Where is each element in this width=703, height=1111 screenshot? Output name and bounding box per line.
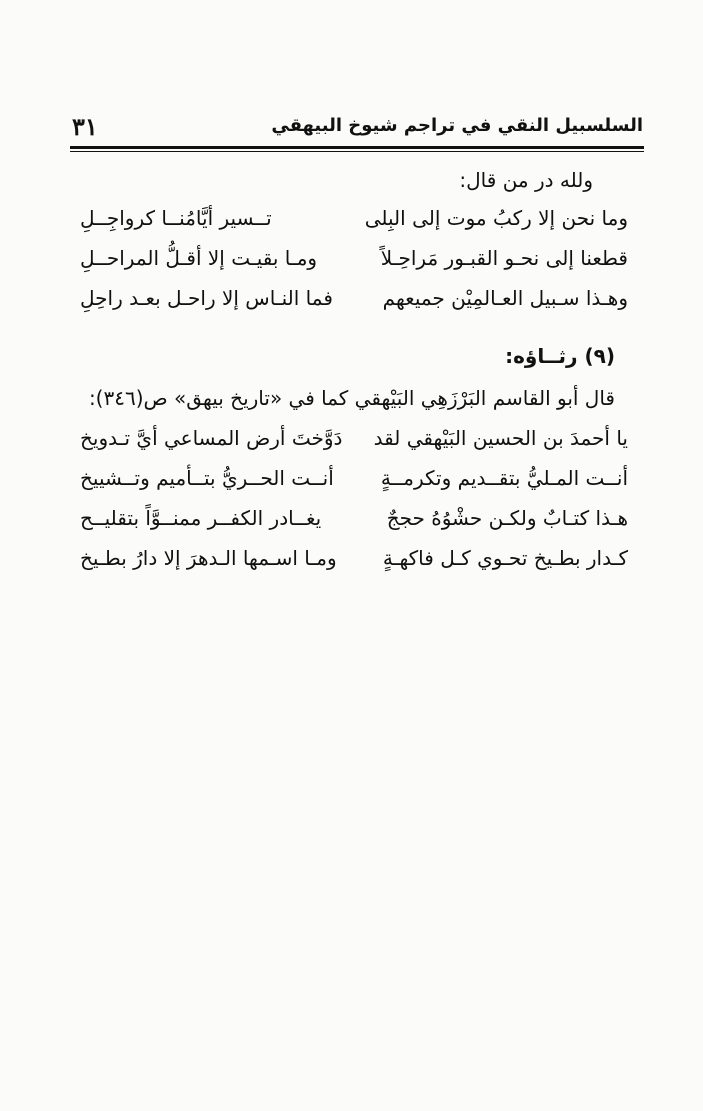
verse-line xyxy=(80,426,628,462)
page-number: ٣١ xyxy=(72,112,98,141)
verse-first-hemistich: أنــت المـليُّ بتقــديم وتكرمــةٍ xyxy=(380,466,628,490)
verse-second-hemistich: يغــادر الكفــر ممنــوَّاً بتقليــح xyxy=(80,506,322,530)
header-rule-thick xyxy=(70,146,644,149)
page-header xyxy=(72,112,643,146)
verse-first-hemistich: يا أحمدَ بن الحسين البَيْهقي لقد xyxy=(373,426,628,450)
verse-first-hemistich: وهـذا سـبيل العـالمِيْن جميعهم xyxy=(382,286,628,310)
running-title: السلسبيل النقي في تراجم شيوخ البيهقي xyxy=(271,115,643,136)
section-heading: (٩) رثــاؤه: xyxy=(505,344,615,368)
verse-line xyxy=(80,286,628,322)
verse-second-hemistich: ومـا بقيـت إلا أقـلُّ المراحــلِ xyxy=(80,246,318,270)
verse-line xyxy=(80,466,628,502)
verse-second-hemistich: دَوَّختَ أرض المساعي أيَّ تـدويخ xyxy=(80,426,343,450)
verse-second-hemistich: فما النـاس إلا راحـل بعـد راحِلِ xyxy=(80,286,333,310)
verse-first-hemistich: هـذا كتـابٌ ولكـن حشْوُهُ حججٌ xyxy=(386,506,628,530)
verse-line xyxy=(80,546,628,582)
verse-line xyxy=(80,246,628,282)
verse-first-hemistich: وما نحن إلا ركبُ موت إلى البِلى xyxy=(364,206,628,230)
verse-line xyxy=(80,206,628,242)
verse-second-hemistich: تــسير أيَّامُنــا كرواجِــلِ xyxy=(80,206,272,230)
verse-line xyxy=(80,506,628,542)
header-rule-thin xyxy=(70,151,644,152)
verse-second-hemistich: ومـا اسـمها الـدهرَ إلا دارُ بطـيخ xyxy=(80,546,337,570)
verse-second-hemistich: أنــت الحــريُّ بتــأميم وتــشييخ xyxy=(80,466,334,490)
poem-intro: ولله در من قال: xyxy=(459,168,593,192)
verse-first-hemistich: قطعنا إلى نحـو القبـور مَراحِـلاً xyxy=(380,246,628,270)
quote-intro: قال أبو القاسم البَرْزَهِي البَيْهقي كما في «تاريخ بيهق» ص(٣٤٦): xyxy=(88,386,615,410)
verse-first-hemistich: كـدار بطـيخ تحـوي كـل فاكهـةٍ xyxy=(382,546,628,570)
